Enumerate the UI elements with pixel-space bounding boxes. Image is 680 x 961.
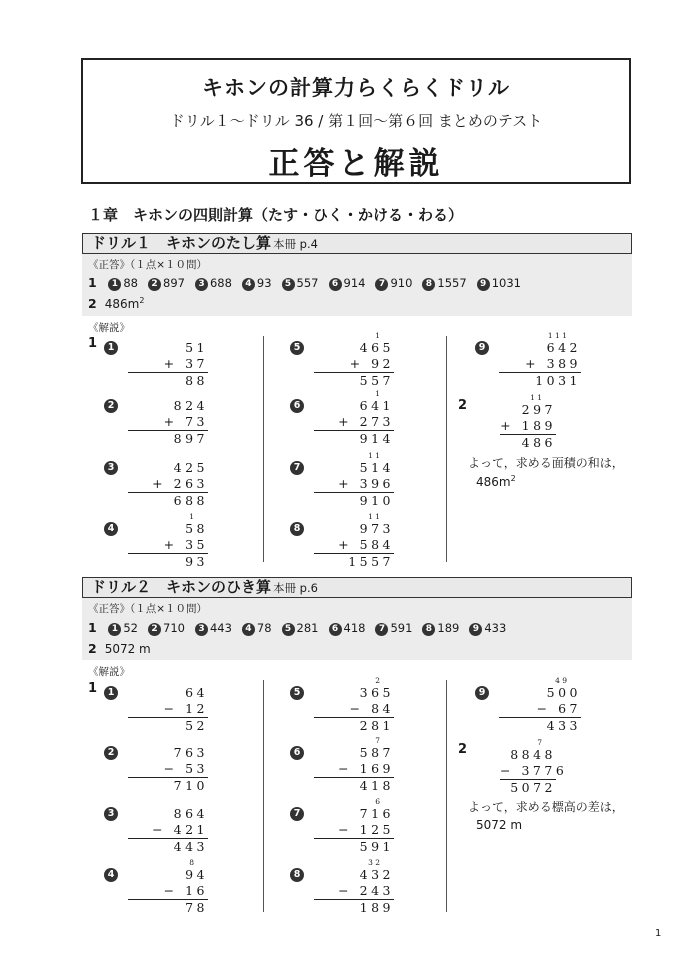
result: 1557 [314, 553, 394, 570]
problem-number-badge: 5 [290, 341, 304, 355]
drill-1-page-ref: 本冊 p.4 [273, 237, 318, 251]
problem-label [475, 340, 491, 355]
problem-number-badge: 1 [104, 341, 118, 355]
operand-value: 273 [359, 414, 394, 429]
answer-value: 897 [163, 276, 185, 290]
operand-bottom [128, 356, 208, 372]
vertical-calculation [314, 331, 394, 389]
operand-value: 189 [521, 418, 556, 433]
answer-number-badge: 5 [282, 278, 295, 291]
result: 688 [128, 492, 208, 509]
vertical-calculation [314, 389, 394, 447]
title-box [81, 58, 631, 184]
result: 557 [314, 372, 394, 389]
operand-value: 12 [185, 701, 208, 716]
vertical-calculation [314, 512, 394, 570]
problem-label [290, 685, 306, 700]
calculation-problem [475, 676, 625, 741]
explanation-note: よって，求める標高の差は， [468, 800, 624, 814]
problem-number-badge: 1 [104, 686, 118, 700]
operand-top: 763 [173, 745, 208, 760]
answer-number-badge: 9 [477, 278, 490, 291]
vertical-calculation [128, 398, 208, 447]
drill-1-title: ドリル１ キホンのたし算 [91, 234, 272, 252]
answer-value: 443 [209, 621, 232, 635]
answer-number-badge: 3 [195, 623, 208, 636]
answer-item [469, 621, 506, 635]
problem-label [104, 867, 120, 882]
result: 914 [314, 430, 394, 447]
operand-bottom [314, 537, 394, 553]
calculation-problem [290, 797, 440, 862]
vertical-calculation [128, 460, 208, 509]
operand-bottom [128, 761, 208, 777]
calculation-problem [475, 331, 625, 396]
answer-value: 189 [437, 621, 460, 635]
calculation-problem [104, 456, 254, 516]
carry-digits: 1 [189, 512, 194, 521]
drill-2-title: ドリル２ キホンのひき算 [91, 578, 272, 596]
unit-exponent: 2 [139, 296, 145, 305]
problem-number-badge: 2 [104, 746, 118, 760]
problem-number-badge: 6 [290, 746, 304, 760]
problem-number-badge: 4 [104, 522, 118, 536]
result: 5072 [500, 779, 556, 796]
problem-number-badge: 3 [104, 807, 118, 821]
answer-number-badge: 1 [108, 623, 121, 636]
problem-number-badge: 5 [290, 686, 304, 700]
result: 897 [128, 430, 208, 447]
operand-bottom [128, 883, 208, 899]
answer-value: 281 [296, 621, 319, 635]
operand-top: 64 [185, 685, 208, 700]
vertical-calculation [128, 858, 208, 916]
calculation-problem [104, 512, 254, 577]
answer-number-badge: 2 [148, 278, 161, 291]
problem-label [290, 806, 306, 821]
answer-item [329, 276, 366, 290]
answer-item [242, 621, 272, 635]
answer-item [148, 276, 185, 290]
carry-digits: 6 [375, 797, 380, 806]
operand-value: 16 [185, 883, 208, 898]
operand-top: 94 [185, 867, 208, 882]
drill-1-header [82, 233, 632, 254]
carry-digits: 3 2 [368, 858, 380, 867]
operand-value: 389 [546, 356, 581, 371]
vertical-calculation [314, 736, 394, 794]
answer-number-badge: 1 [108, 278, 121, 291]
answer-item [282, 276, 319, 290]
drill-2-answer-2 [88, 641, 151, 656]
operator: + [152, 476, 167, 491]
operator: + [163, 414, 178, 429]
operand-value: 53 [185, 761, 208, 776]
carry-digits: 1 1 [368, 451, 380, 460]
operator: + [338, 414, 353, 429]
operator: − [338, 822, 353, 837]
result: 486 [500, 434, 556, 451]
calculation-problem [290, 451, 440, 516]
operand-value: 92 [371, 356, 394, 371]
problem-label [104, 460, 120, 475]
operand-top: 587 [359, 745, 394, 760]
calculation-problem [290, 389, 440, 454]
operator: − [338, 883, 353, 898]
problem-label [104, 398, 120, 413]
answer-number-badge: 7 [375, 278, 388, 291]
answer-item [195, 621, 232, 635]
operand-top: 297 [521, 402, 556, 417]
drill-1-answers [88, 275, 531, 291]
answer-value: 557 [296, 276, 319, 290]
answer-item [329, 621, 366, 635]
operand-bottom [128, 701, 208, 717]
problem-label [104, 521, 120, 536]
answer-item [282, 621, 319, 635]
drill-2-q2-calc [458, 738, 608, 803]
operand-top: 514 [359, 460, 394, 475]
answer-value: 88 [123, 276, 138, 290]
answer-value: 433 [484, 621, 507, 635]
problem-number-badge: 7 [290, 807, 304, 821]
problem-number-badge: 3 [104, 461, 118, 475]
operand-value: 37 [185, 356, 208, 371]
operator: + [338, 537, 353, 552]
vertical-calculation [499, 676, 581, 734]
vertical-calculation [128, 340, 208, 389]
question-number: 2 [458, 742, 468, 757]
operand-top: 716 [359, 806, 394, 821]
operand-top: 864 [173, 806, 208, 821]
chapter-heading: １章 キホンの四則計算（たす・ひく・かける・わる） [88, 206, 464, 224]
drill-1-q2-calc [458, 393, 608, 458]
vertical-calculation [500, 393, 556, 451]
question-number: 2 [88, 296, 97, 311]
calculation-problem [104, 802, 254, 862]
answer-value: 418 [343, 621, 366, 635]
carry-digits: 7 [537, 738, 542, 747]
result: 591 [314, 838, 394, 855]
answer-number-badge: 6 [329, 623, 342, 636]
calculation-problem [290, 736, 440, 801]
problem-label [104, 806, 120, 821]
question-number: 1 [88, 336, 98, 351]
vertical-calculation [128, 806, 208, 855]
column-divider [446, 680, 447, 912]
answer-item [108, 276, 138, 290]
problem-number-badge: 9 [475, 686, 489, 700]
operand-bottom [314, 356, 394, 372]
page-number: 1 [655, 928, 662, 939]
problem-label [104, 745, 120, 760]
carry-digits: 1 [375, 331, 380, 340]
problem-label [290, 521, 306, 536]
operand-bottom [314, 701, 394, 717]
operator: − [500, 763, 514, 778]
vertical-calculation [314, 451, 394, 509]
operand-top: 425 [173, 460, 208, 475]
operand-bottom [314, 761, 394, 777]
operand-value: 73 [185, 414, 208, 429]
problem-number-badge: 4 [104, 868, 118, 882]
operand-bottom [314, 883, 394, 899]
vertical-calculation [314, 858, 394, 916]
answer-value: 910 [390, 276, 413, 290]
answer-value: 591 [390, 621, 413, 635]
operator: − [163, 883, 178, 898]
vertical-calculation [128, 512, 208, 570]
result: 710 [128, 777, 208, 794]
operand-top: 8848 [510, 747, 556, 762]
calculation-problem [290, 858, 440, 923]
result: 88 [128, 372, 208, 389]
answer-value: 5072 m [104, 642, 151, 656]
column-divider [446, 336, 447, 562]
book-subtitle: ドリル１〜ドリル 36 / 第１回〜第６回 まとめのテスト [169, 112, 543, 130]
answer-item [375, 276, 412, 290]
operand-value: 421 [173, 822, 208, 837]
question-number: 2 [88, 641, 97, 656]
column-divider [263, 336, 264, 562]
result: 78 [128, 899, 208, 916]
result: 281 [314, 717, 394, 734]
answer-value: 52 [123, 621, 138, 635]
operator: + [500, 418, 515, 433]
operand-bottom [128, 537, 208, 553]
operand-bottom [314, 476, 394, 492]
operand-top: 365 [359, 685, 394, 700]
carry-digits: 1 1 [368, 512, 380, 521]
question-number: 1 [88, 275, 97, 290]
problem-label [290, 398, 306, 413]
operand-top: 642 [546, 340, 581, 355]
problem-label [104, 685, 120, 700]
drill-2-answer-header: 《正答》（１点×１０問） [88, 603, 208, 615]
operand-value: 396 [359, 476, 394, 491]
answer-value: 688 [209, 276, 232, 290]
problem-label [290, 745, 306, 760]
answer-value: 93 [256, 276, 272, 290]
answer-number-badge: 4 [242, 623, 255, 636]
problem-number-badge: 7 [290, 461, 304, 475]
operand-value: 67 [558, 701, 581, 716]
operand-value: 125 [359, 822, 394, 837]
vertical-calculation [314, 797, 394, 855]
answer-value: 1031 [491, 276, 521, 290]
operand-bottom [314, 414, 394, 430]
answer-number-badge: 7 [375, 623, 388, 636]
question-number: 1 [88, 681, 98, 696]
operand-value: 169 [359, 761, 394, 776]
operand-top: 641 [359, 398, 394, 413]
answer-key-title: 正答と解説 [268, 146, 444, 182]
operand-value: 243 [359, 883, 394, 898]
operand-value: 35 [185, 537, 208, 552]
calculation-problem [104, 336, 254, 396]
operand-top: 824 [173, 398, 208, 413]
explanation-note: よって，求める面積の和は， [468, 456, 624, 470]
answer-value: 486 [104, 297, 128, 311]
book-title: キホンの計算力らくらくドリル [202, 76, 510, 100]
operator: + [163, 537, 178, 552]
result: 443 [128, 838, 208, 855]
operator: − [349, 701, 364, 716]
problem-number-badge: 8 [290, 522, 304, 536]
answer-number-badge: 8 [422, 623, 435, 636]
operand-top: 58 [185, 521, 208, 536]
question-number: 1 [88, 620, 97, 635]
result: 52 [128, 717, 208, 734]
result: 910 [314, 492, 394, 509]
problem-label [290, 340, 306, 355]
problem-number-badge: 9 [475, 341, 489, 355]
problem-number-badge: 6 [290, 399, 304, 413]
operand-value: 84 [371, 701, 394, 716]
answer-item [148, 621, 185, 635]
answer-number-badge: 5 [282, 623, 295, 636]
problem-label [290, 460, 306, 475]
operand-bottom [128, 414, 208, 430]
answer-item [477, 276, 521, 290]
problem-label [475, 685, 491, 700]
problem-number-badge: 8 [290, 868, 304, 882]
carry-digits: 1 1 [530, 393, 542, 402]
operand-top: 973 [359, 521, 394, 536]
drill-1-explain-header: 《解説》 [88, 322, 130, 334]
calculation-problem [104, 741, 254, 801]
drill-2-answers [88, 620, 516, 636]
answer-item [375, 621, 412, 635]
operand-top: 500 [546, 685, 581, 700]
operator: − [163, 761, 178, 776]
operator: + [525, 356, 540, 371]
calculation-problem [104, 858, 254, 923]
question-number: 2 [458, 398, 468, 413]
result: 433 [499, 717, 581, 734]
answer-number-badge: 3 [195, 278, 208, 291]
drill-2-header [82, 577, 632, 598]
operand-top: 432 [359, 867, 394, 882]
result: 1031 [499, 372, 581, 389]
explanation-answer: $486m^2$ [476, 474, 516, 489]
answer-number-badge: 9 [469, 623, 482, 636]
operator: + [349, 356, 364, 371]
operand-value: 3776 [521, 763, 568, 778]
operator: − [152, 822, 167, 837]
carry-digits: 1 [375, 389, 380, 398]
operator: + [338, 476, 353, 491]
operand-value: 584 [359, 537, 394, 552]
operand-bottom [499, 356, 581, 372]
problem-label [290, 867, 306, 882]
answer-value: 710 [163, 621, 185, 635]
operand-bottom [128, 822, 208, 838]
carry-digits: 8 [189, 858, 194, 867]
calculation-problem [290, 512, 440, 577]
vertical-calculation [499, 331, 581, 389]
operand-bottom [500, 418, 556, 434]
vertical-calculation [314, 676, 394, 734]
operator: − [536, 701, 551, 716]
answer-item [108, 621, 138, 635]
answer-item [242, 276, 272, 290]
answer-item [422, 276, 466, 290]
vertical-calculation [500, 738, 568, 796]
calculation-problem [290, 676, 440, 741]
vertical-calculation [128, 745, 208, 794]
operand-bottom [314, 822, 394, 838]
answer-value: 78 [256, 621, 272, 635]
carry-digits: 7 [375, 736, 380, 745]
operand-top: 51 [185, 340, 208, 355]
operand-bottom [500, 763, 568, 779]
drill-1-answer-header: 《正答》（１点×１０問） [88, 259, 208, 271]
operator: − [338, 761, 353, 776]
drill-1-answer-2 [88, 296, 144, 311]
calculation-problem [104, 681, 254, 741]
answer-item [195, 276, 232, 290]
answer-unit: m [127, 297, 140, 311]
calculation-problem [290, 331, 440, 396]
explanation-answer: 5072 m [476, 818, 523, 832]
answer-value: 1557 [437, 276, 467, 290]
column-divider [263, 680, 264, 912]
vertical-calculation [128, 685, 208, 734]
answer-value: 914 [343, 276, 366, 290]
problem-label [104, 340, 120, 355]
answer-item [422, 621, 459, 635]
problem-number-badge: 2 [104, 399, 118, 413]
operand-top: 465 [359, 340, 394, 355]
result: 418 [314, 777, 394, 794]
carry-digits: 4 9 [555, 676, 567, 685]
result: 189 [314, 899, 394, 916]
drill-2-page-ref: 本冊 p.6 [273, 581, 318, 595]
drill-2-explain-header: 《解説》 [88, 666, 130, 678]
operand-bottom [128, 476, 208, 492]
operator: + [163, 356, 178, 371]
result: 93 [128, 553, 208, 570]
answer-number-badge: 4 [242, 278, 255, 291]
operand-value: 263 [173, 476, 208, 491]
calculation-problem [104, 394, 254, 454]
operator: − [163, 701, 178, 716]
answer-number-badge: 6 [329, 278, 342, 291]
carry-digits: 2 [375, 676, 380, 685]
answer-number-badge: 8 [422, 278, 435, 291]
carry-digits: 1 1 1 [547, 331, 567, 340]
operand-bottom [499, 701, 581, 717]
answer-number-badge: 2 [148, 623, 161, 636]
